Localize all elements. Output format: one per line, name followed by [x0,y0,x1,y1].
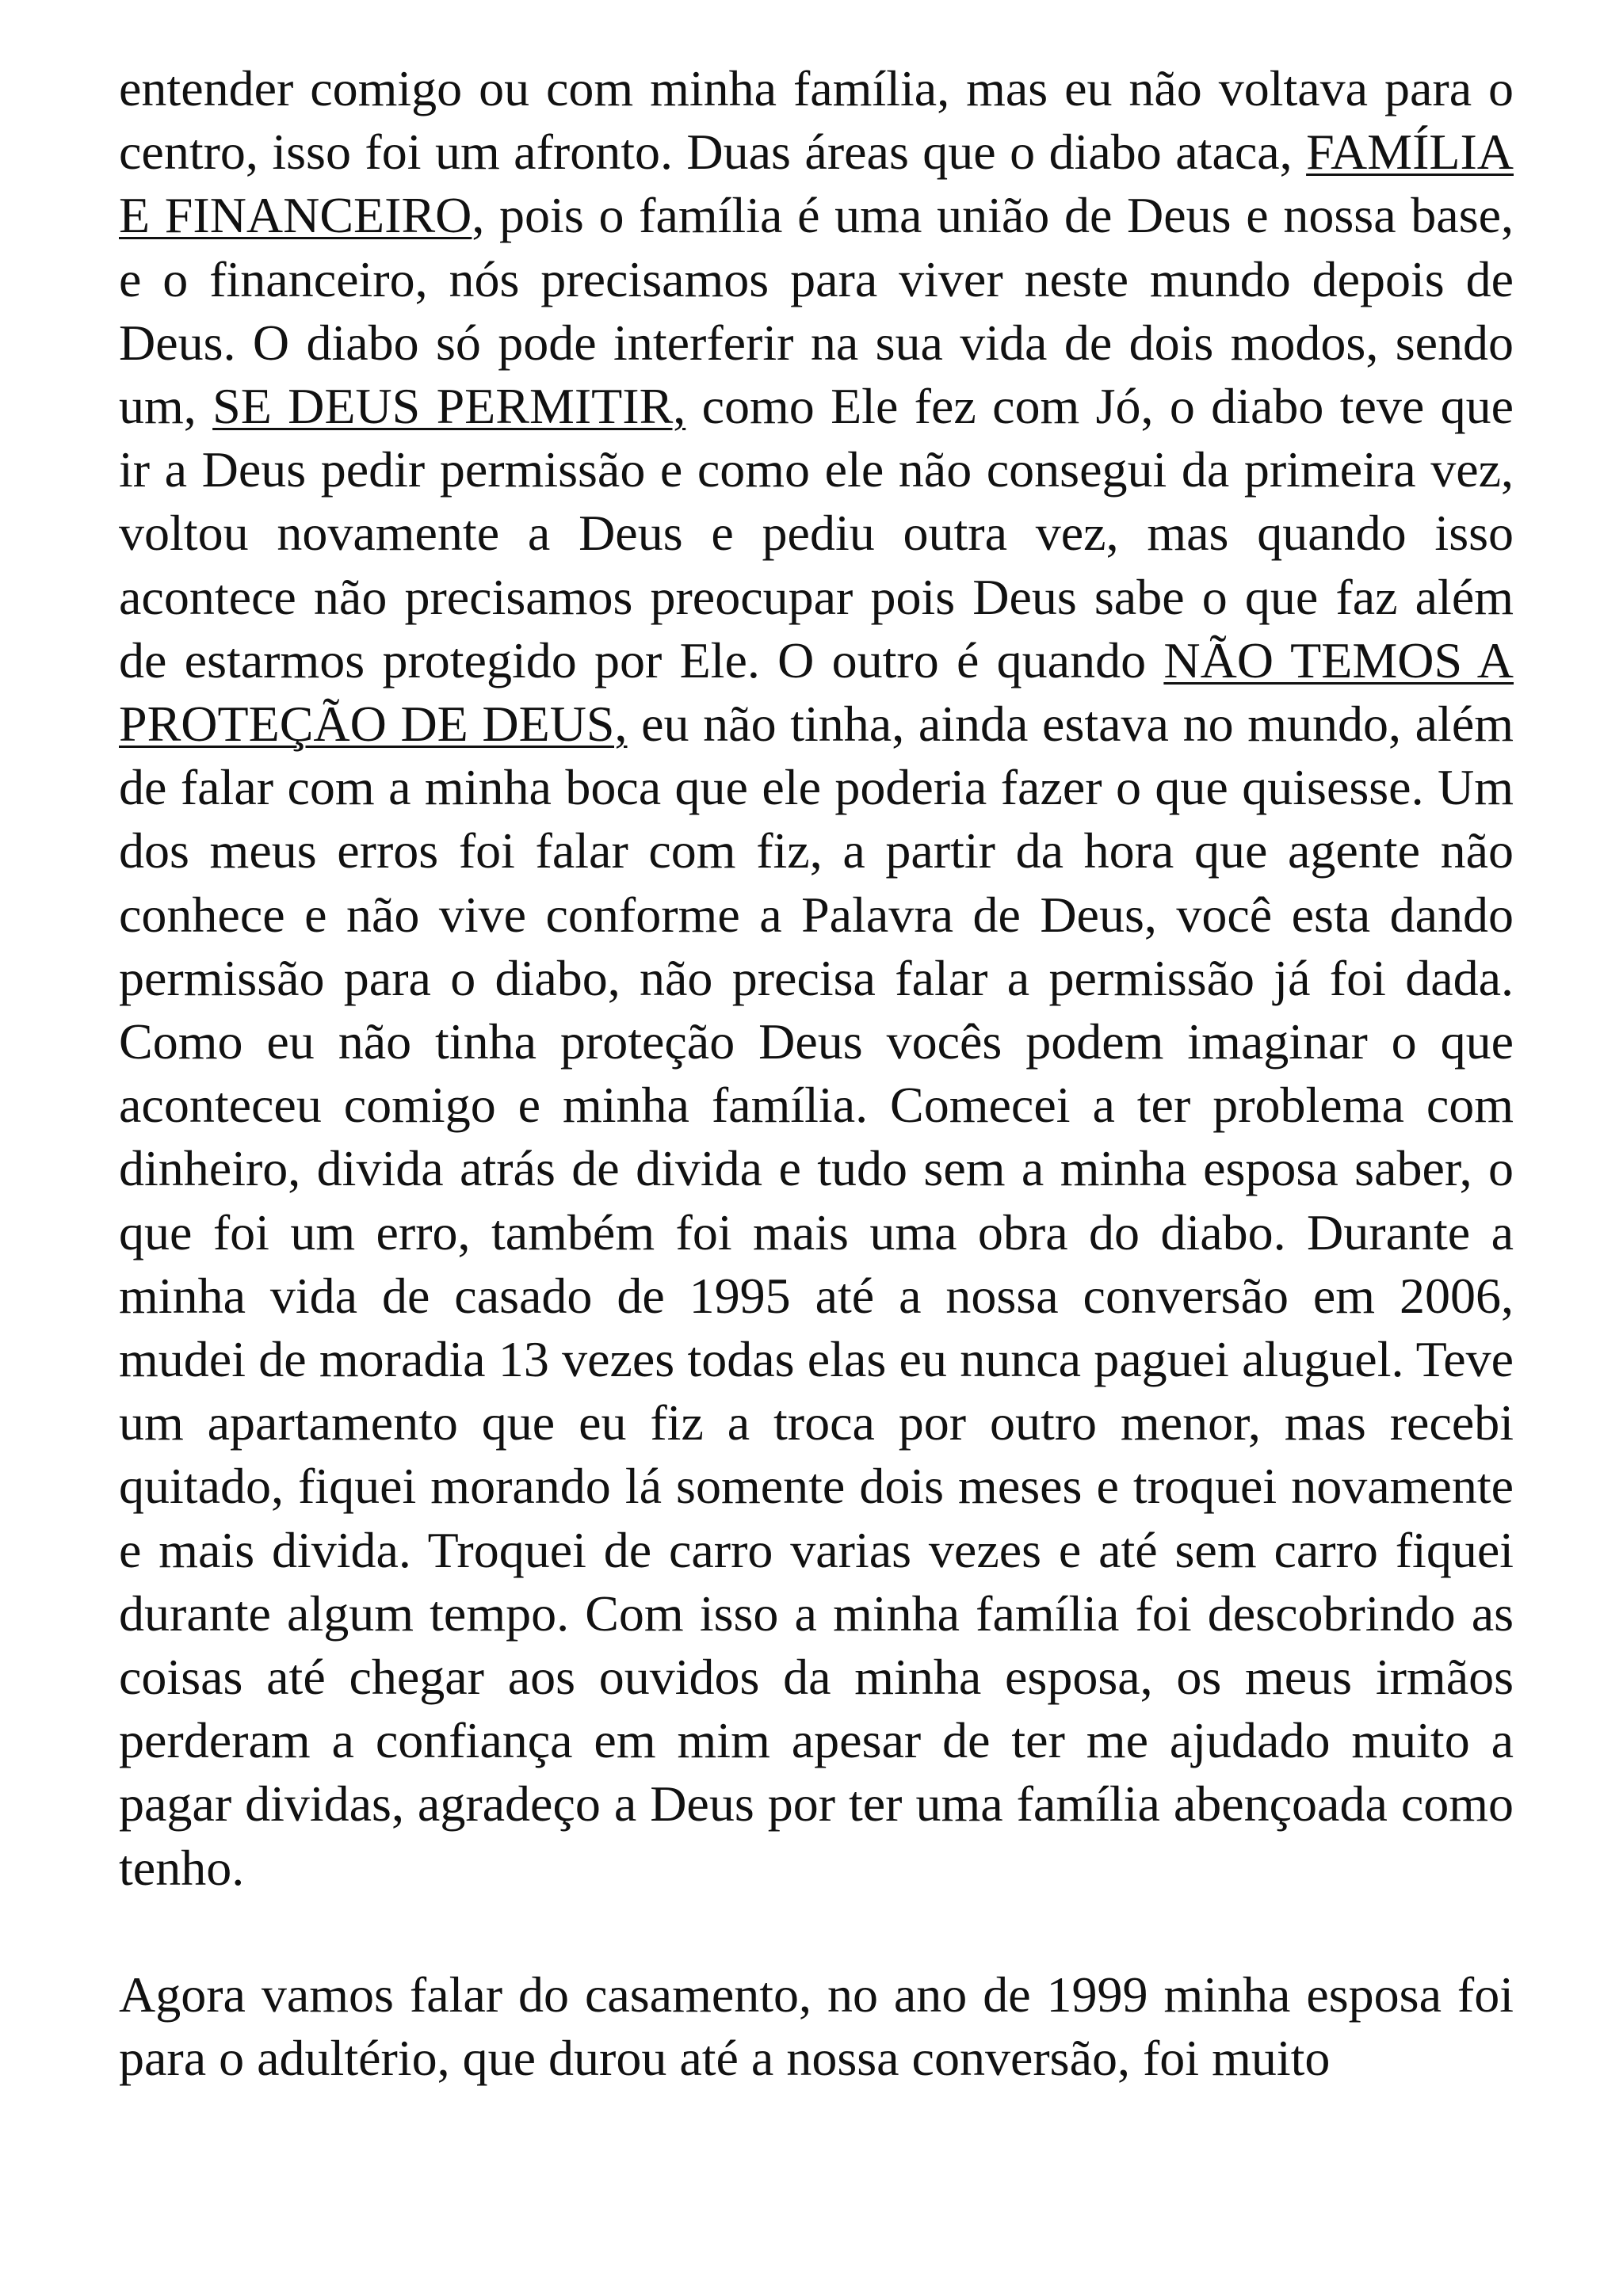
underlined-phrase: FAMÍLIA E FINANCEIRO [119,124,1514,244]
document-page [119,57,1514,2090]
body-paragraph [119,1963,1514,2090]
text-run: como Ele fez com Jó, o diabo teve que ir a Deus pedir permissão e como ele não consegui da primeira vez, voltou novamente a Deus e pediu outra vez, mas quando isso acontece não precisamos preocupar pois Deus sabe o que faz além de estarmos protegido por Ele. O outro é quando [119,378,1514,688]
underlined-phrase: SE DEUS PERMITIR, [212,378,686,435]
text-run: Agora vamos falar do casamento, no ano de 1999 minha esposa foi para o adultério, que durou até a nossa conversão, foi muito [119,1966,1514,2087]
text-run: eu não tinha, ainda estava no mundo, além de falar com a minha boca que ele poderia fazer o que quisesse. Um dos meus erros foi falar com fiz, a partir da hora que agente não conhece e não vive conforme a Palavra de Deus, você esta dando permissão para o diabo, não precisa falar a permissão já foi dada. Como eu não tinha proteção Deus vocês podem imaginar o que aconteceu comigo e minha família. Comecei a ter problema com dinheiro, divida atrás de divida e tudo sem a minha esposa saber, o que foi um erro, também foi mais uma obra do diabo. Durante a minha vida de casado de 1995 até a nossa conversão em 2006, mudei de moradia 13 vezes todas elas eu nunca paguei aluguel. Teve um apartamento que eu fiz a troca por outro menor, mas recebi quitado, fiquei morando lá somente dois meses e troquei novamente e mais divida. Troquei de carro varias vezes e até sem carro fiquei durante algum tempo. Com isso a minha família foi descobrindo as coisas até chegar aos ouvidos da minha esposa, os meus irmãos perderam a confiança em mim apesar de ter me ajudado muito a pagar dividas, agradeço a Deus por ter uma família abençoada como tenho. [119,696,1514,1896]
text-run: entender comigo ou com minha família, mas eu não voltava para o centro, isso foi um afronto. Duas áreas que o diabo ataca, [119,60,1514,181]
body-paragraph [119,57,1514,1900]
underlined-phrase: NÃO TEMOS A PROTEÇÃO DE DEUS, [119,631,1514,753]
text-run: , pois o família é uma união de Deus e nossa base, e o financeiro, nós precisamos para viver neste mundo depois de Deus. O diabo só pode interferir na sua vida de dois modos, sendo um, [119,187,1514,435]
